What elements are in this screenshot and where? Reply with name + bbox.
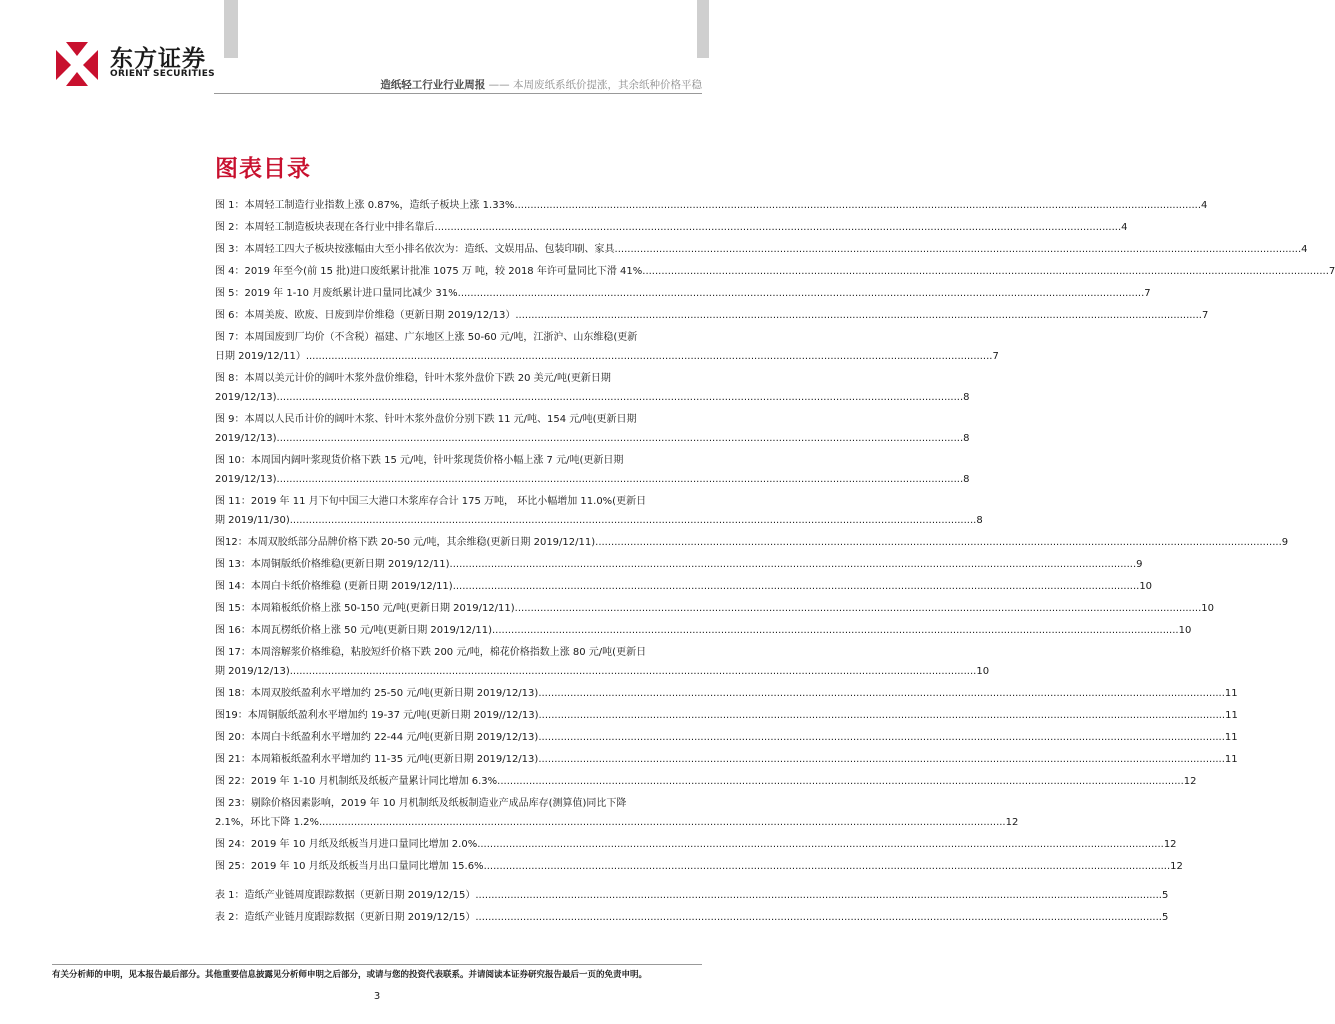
toc-entry-title: 图 10：本周国内阔叶浆现货价格下跌 15 元/吨，针叶浆现货价格小幅上涨 7 元/吨(更新日期 (215, 455, 624, 466)
toc-entry-title: 图 9：本周以人民币计价的阔叶木浆、针叶木浆外盘价分别下跌 11 元/吨、154 元/吨(更新日期 (215, 414, 637, 425)
toc-entry-title: 图 6：本周美废、欧废、日废到岸价维稳（更新日期 2019/12/13） (215, 310, 516, 321)
toc-leader-dots (475, 886, 1162, 905)
toc-leader-dots (319, 813, 1006, 832)
toc-page-number: 11 (1224, 754, 1238, 765)
toc-entry-title: 图 1：本周轻工制造行业指数上涨 0.87%，造纸子板块上涨 1.33% (215, 200, 515, 211)
header-decor-bar (224, 0, 238, 58)
toc-leader-dots (484, 857, 1171, 876)
toc-entry[interactable] (215, 577, 1153, 596)
page-header (0, 0, 754, 96)
toc-entry-title-cont: 2019/12/13) (215, 474, 277, 485)
toc-entry-line (215, 728, 1238, 747)
toc-page-number: 7 (1144, 288, 1151, 299)
toc-entry-title: 图 5：2019 年 1-10 月废纸累计进口量同比减少 31% (215, 288, 458, 299)
header-separator: —— (488, 79, 510, 91)
footer-divider (52, 964, 702, 965)
toc-leader-dots (615, 240, 1302, 259)
toc-page-number: 9 (1136, 559, 1143, 570)
toc-leader-dots (515, 599, 1202, 618)
toc-entry[interactable] (215, 794, 1019, 832)
toc-entry[interactable] (215, 451, 970, 489)
toc-entry-title: 图 17：本周溶解浆价格维稳，粘胶短纤价格下跌 200 元/吨，棉花价格指数上涨 80 元/吨(更新日 (215, 647, 647, 658)
toc-entry[interactable] (215, 643, 990, 681)
toc-entry[interactable] (215, 328, 999, 366)
toc-page-number: 10 (1201, 603, 1215, 614)
toc-entry-line (215, 240, 1308, 259)
toc-entry-line (215, 511, 983, 530)
toc-entry[interactable] (215, 492, 983, 530)
toc-leader-dots (538, 728, 1225, 747)
toc-entry[interactable] (215, 886, 1169, 905)
toc-page-number: 5 (1161, 912, 1169, 923)
brand-name-cn: 东方证券 (110, 46, 206, 72)
toc-page-number: 10 (1139, 581, 1153, 592)
toc-page-number: 12 (1005, 817, 1019, 828)
toc-entry-title-cont: 日期 2019/12/11） (215, 351, 306, 362)
toc-entry-line (215, 262, 1335, 281)
toc-entry-title: 图 2：本周轻工制造板块表现在各行业中排名靠后 (215, 222, 435, 233)
toc-leader-dots (538, 684, 1225, 703)
toc-entry-title-cont: 期 2019/12/13) (215, 666, 290, 677)
toc-leader-dots (475, 908, 1162, 927)
toc-page-number: 11 (1225, 710, 1238, 721)
toc-entry[interactable] (215, 533, 1289, 552)
toc-entry-title: 图12：本周双胶纸部分品牌价格下跌 20-50 元/吨，其余维稳(更新日期 2019/12/11) (215, 537, 596, 548)
toc-entry-line (215, 577, 1153, 596)
brand-name-en: ORIENT SECURITIES (110, 69, 215, 79)
toc-entry-title: 图 18：本周双胶纸盈利水平增加约 25-50 元/吨(更新日期 2019/12/13) (215, 688, 539, 699)
toc-leader-dots (538, 750, 1225, 769)
toc-entry-title: 图 14：本周白卡纸价格维稳 (更新日期 2019/12/11) (215, 581, 453, 592)
toc-entry-title: 图 15：本周箱板纸价格上涨 50-150 元/吨(更新日期 2019/12/11) (215, 603, 515, 614)
toc-entry-title: 图 21：本周箱板纸盈利水平增加约 11-35 元/吨(更新日期 2019/12/13) (215, 754, 539, 765)
toc-entry-title: 图 16：本周瓦楞纸价格上涨 50 元/吨(更新日期 2019/12/11) (215, 625, 492, 636)
report-type: 造纸轻工行业行业周报 (380, 79, 486, 91)
toc-entry-line (215, 533, 1289, 552)
toc-entry[interactable] (215, 410, 970, 448)
toc-page-number: 12 (1163, 839, 1177, 850)
toc-entry-line (215, 750, 1238, 769)
toc-leader-dots (277, 388, 964, 407)
toc-entry[interactable] (215, 728, 1238, 747)
toc-page-number: 10 (1178, 625, 1192, 636)
running-header (380, 77, 702, 92)
toc-page-number: 7 (992, 351, 999, 362)
orient-securities-logo-icon (52, 38, 112, 88)
toc-entry-title: 图 22：2019 年 1-10 月机制纸及纸板产量累计同比增加 6.3% (215, 776, 498, 787)
toc-leader-dots (453, 577, 1140, 596)
toc-page-number: 12 (1183, 776, 1197, 787)
toc-entry[interactable] (215, 555, 1143, 574)
toc-entry-title: 图 13：本周铜版纸价格维稳(更新日期 2019/12/11) (215, 559, 450, 570)
toc-page-number: 8 (963, 433, 970, 444)
toc-leader-dots (477, 835, 1164, 854)
toc-page-number: 7 (1201, 310, 1209, 321)
toc-leader-dots (290, 662, 977, 681)
toc-entry-title: 图 3：本周轻工四大子板块按涨幅由大至小排名依次为：造纸、文娱用品、包装印刷、家具 (215, 244, 615, 255)
toc-entry[interactable] (215, 306, 1209, 325)
toc-entry-line (215, 369, 700, 388)
toc-leader-dots (277, 470, 964, 489)
toc-entry-line (215, 835, 1177, 854)
toc-entry[interactable] (215, 835, 1177, 854)
toc-entry[interactable] (215, 369, 970, 407)
toc-entry-line (215, 196, 1208, 215)
toc-entry[interactable] (215, 684, 1238, 703)
toc-page-number: 5 (1161, 890, 1169, 901)
toc-page-number: 4 (1301, 244, 1308, 255)
toc-entry-line (215, 908, 1169, 927)
toc-entry-title-cont: 2.1%，环比下降 1.2% (215, 817, 319, 828)
toc-page-number: 7 (1328, 266, 1335, 277)
toc-entry-line (215, 218, 1128, 237)
toc-leader-dots (458, 284, 1145, 303)
toc-entry[interactable] (215, 857, 1183, 876)
toc-heading: 图表目录 (215, 156, 311, 182)
toc-entry-line (215, 772, 1197, 791)
toc-entry-line (215, 643, 700, 662)
toc-leader-dots (492, 621, 1179, 640)
toc-entry-line (215, 886, 1169, 905)
toc-entry-line (215, 429, 970, 448)
toc-page-number: 8 (963, 474, 970, 485)
toc-leader-dots (290, 511, 977, 530)
toc-page-number: 10 (976, 666, 990, 677)
toc-entry[interactable] (215, 240, 1308, 259)
toc-entry-line (215, 662, 990, 681)
toc-entry-line (215, 555, 1143, 574)
toc-entry-title: 图 4：2019 年至今(前 15 批)进口废纸累计批准 1075 万 吨，较 2018 年许可量同比下滑 41% (215, 266, 643, 277)
toc-entry-line (215, 599, 1215, 618)
toc-page-number: 8 (963, 392, 970, 403)
toc-entry-title: 图 25：2019 年 10 月纸及纸板当月出口量同比增加 15.6% (215, 861, 484, 872)
footer-disclaimer: 有关分析师的申明，见本报告最后部分。其他重要信息披露见分析师申明之后部分，或请与您的投资代表联系。并请阅读本证券研究报告最后一页的免责申明。 (52, 970, 648, 980)
toc-entry-line (215, 328, 700, 347)
toc-page-number: 8 (976, 515, 983, 526)
toc-entry-title: 图 7：本周国废到厂均价（不含税）福建、广东地区上涨 50-60 元/吨，江浙沪、山东维稳(更新 (215, 332, 638, 343)
toc-entry-line (215, 813, 1019, 832)
toc-entry-title: 图 11：2019 年 11 月下旬中国三大港口木浆库存合计 175 万吨， 环比小幅增加 11.0%(更新日 (215, 496, 647, 507)
toc-entry-line (215, 347, 999, 366)
toc-entry[interactable] (215, 908, 1169, 927)
toc-leader-dots (277, 429, 964, 448)
toc-entry-line (215, 451, 700, 470)
toc-entry[interactable] (215, 750, 1238, 769)
toc-leader-dots (497, 772, 1184, 791)
toc-entry-title-cont: 期 2019/11/30) (215, 515, 290, 526)
toc-leader-dots (306, 347, 993, 366)
toc-leader-dots (539, 706, 1226, 725)
toc-entry-title: 图 24：2019 年 10 月纸及纸板当月进口量同比增加 2.0% (215, 839, 478, 850)
toc-page-number: 4 (1201, 200, 1208, 211)
header-decor-bar (697, 0, 709, 58)
toc-page-number: 9 (1281, 537, 1289, 548)
toc-entry-line (215, 470, 970, 489)
toc-entry-line (215, 706, 1238, 725)
toc-entry[interactable] (215, 706, 1238, 725)
report-title: 本周废纸系纸价提涨，其余纸种价格平稳 (513, 79, 702, 91)
toc-entry-title-cont: 2019/12/13) (215, 433, 277, 444)
toc-leader-dots (515, 306, 1202, 325)
toc-entry-line (215, 621, 1192, 640)
toc-leader-dots (435, 218, 1122, 237)
toc-entry-line (215, 388, 970, 407)
toc-entry-title: 图19：本周铜版纸盈利水平增加约 19-37 元/吨(更新日期 2019//12/13) (215, 710, 539, 721)
toc-leader-dots (514, 196, 1201, 215)
header-divider (214, 93, 702, 94)
toc-entry[interactable] (215, 621, 1192, 640)
toc-entry-title: 表 2：造纸产业链月度跟踪数据（更新日期 2019/12/15） (215, 912, 476, 923)
toc-page-number: 4 (1121, 222, 1128, 233)
toc-entry-line (215, 306, 1209, 325)
toc-entry-title: 图 23：剔除价格因素影响，2019 年 10 月机制纸及纸板制造业产成品库存(测算值)同比下降 (215, 798, 627, 809)
page-number: 3 (373, 991, 381, 1002)
table-of-figures (215, 196, 1335, 930)
toc-entry[interactable] (215, 262, 1335, 281)
toc-entry-title-cont: 2019/12/13) (215, 392, 277, 403)
toc-entry[interactable] (215, 284, 1151, 303)
toc-entry-line (215, 794, 700, 813)
toc-page-number: 12 (1170, 861, 1183, 872)
toc-entry-line (215, 684, 1238, 703)
toc-entry-title: 表 1：造纸产业链周度跟踪数据（更新日期 2019/12/15） (215, 890, 476, 901)
toc-leader-dots (642, 262, 1329, 281)
toc-entry[interactable] (215, 772, 1197, 791)
toc-entry-line (215, 857, 1183, 876)
toc-entry-line (215, 284, 1151, 303)
toc-page-number: 11 (1224, 732, 1238, 743)
toc-page-number: 11 (1224, 688, 1238, 699)
toc-entry[interactable] (215, 196, 1208, 215)
toc-leader-dots (450, 555, 1137, 574)
toc-entry-line (215, 492, 700, 511)
toc-entry[interactable] (215, 218, 1128, 237)
toc-entry-title: 图 20：本周白卡纸盈利水平增加约 22-44 元/吨(更新日期 2019/12/13) (215, 732, 539, 743)
toc-entry-title: 图 8：本周以美元计价的阔叶木浆外盘价维稳，针叶木浆外盘价下跌 20 美元/吨(更新日期 (215, 373, 611, 384)
toc-entry[interactable] (215, 599, 1215, 618)
toc-leader-dots (595, 533, 1282, 552)
toc-entry-line (215, 410, 700, 429)
